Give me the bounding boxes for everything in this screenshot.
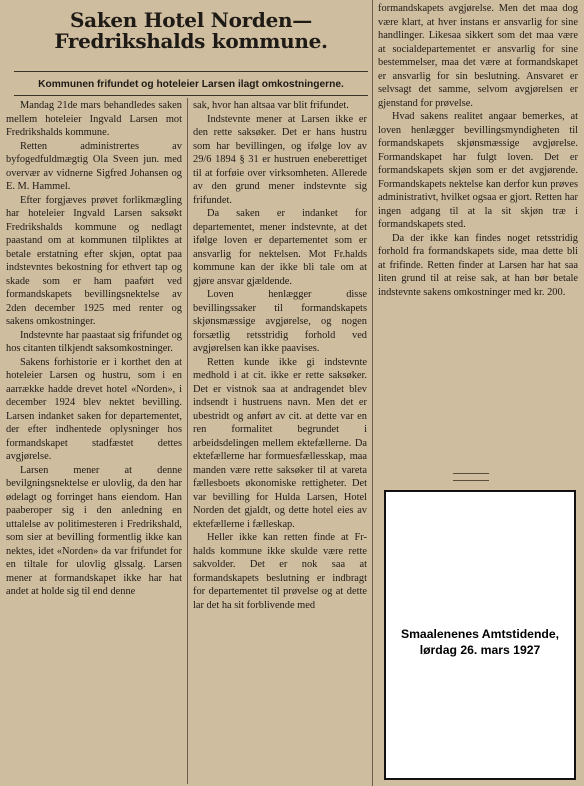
article-paragraph: Indstevnte mener at Larsen ikke er den rette saksøker. Det er hans hustru som har bevillingen, og ifølge lov av 29/6 1894 § 31 er hustruen eneberettiget til at forføie over virksomheten. Allerede av den grund mener indstevnte sig frifundet. — [193, 113, 367, 206]
column-divider — [372, 0, 373, 786]
article-paragraph: Retten kunde ikke gi indstevnte medhold i at cit. ikke er rette saksøker. Det er vistnok saa at andragendet blev indsendt i hustruens navn. Men det er ubestridt og anført av cit. at dette var en ren formalitet begrundet i arbeidsdelingen mellem ektefællerne. Da ektefællerne har formuesfællesskap, maa manden være rette saksøker til at vareta fællesboets økonomiske rettigheter. Det var bevilling for Hulda Larsen, Hotel Norden det gjaldt, og dette hotel eies av ektefællerne i fælleskap. — [193, 356, 367, 530]
article-paragraph: Hvad sakens realitet angaar bemerkes, at loven henlægger bevillingsmyndigheten til formandskapets skjønsmæssige avgjørelse. Formandskapet har fulgt loven. Det er formandskapets skjøn som er det avgjørende. Formandskapets nektelse kan derfor kun prøves administrativt, hvilket ogsaa er gjort. Retten har ingen adgang til at la sit skjøn træ i formandskapets sted. — [378, 111, 578, 230]
source-caption-box — [384, 490, 576, 780]
article-paragraph: Heller ikke kan retten finde at Fr-halds kommune ikke skulde være rette sakvolder. Det er nok saa at formandskapets beslutning er indbragt for departementet til prøvelse og at dette lar det ha sit forblivende med — [193, 532, 367, 611]
caption-date: lørdag 26. mars 1927 — [419, 643, 541, 657]
article-paragraph: sak, hvor han altsaa var blit frifundet. — [193, 100, 349, 111]
article-column-2 — [193, 99, 367, 612]
article-headline: Saken Hotel Norden—Fredrikshalds kommune. — [54, 8, 328, 53]
article-subheadline: Kommunen frifundet og hoteleier Larsen ilagt omkostningerne. — [38, 79, 344, 90]
article-paragraph: Da der ikke kan findes noget retsstridig forhold fra formandskapets side, maa dette bli at frifinde. Retten finder at Larsen har hat saa liten grund til at reise sak, at han bør betale indstevnte sakens omkostninger med kr. 200. — [378, 232, 578, 298]
article-paragraph: Larsen mener at denne bevilgningsnektelse er ulovlig, da den har ødelagt og forringet hans eiendom. Han paaberoper sig i den anledning en uttalelse av politimesteren i Fredrikshald, som sier at bevilling formentlig ikke kan nektes, idet «Norden» da var frifundet for en tiltale for ulovlig glssalg. Larsen mener at formandskapet ikke har hat andet at holde sig til end denne — [6, 464, 182, 597]
article-paragraph: formandskapets avgjørelse. Men det maa dog være klart, at hver instans er ansvarlig for sine handlinger. Likesaa sikkert som det maa være at socialdepartementet er ansvarlig for sine bestemmelser, maa det være at formandskapet er ansvarlig for sin beslutning. Ansvaret er selvsagt det samme, selvom avgjørelsen er gjenstand for prøvelse. — [378, 3, 578, 109]
end-of-article-mark — [453, 473, 489, 481]
article-paragraph: Da saken er indanket for departementet, mener indstevnte, at det ifølge loven er departementet som er ansvarlig for nektelsen. Mot Fr.halds kommune kan der ikke bli tale om at gjøre ansvar gjældende. — [193, 208, 367, 287]
article-column-3 — [378, 2, 578, 299]
article-paragraph: Loven henlægger disse bevillingssaker til formandskapets skjønsmæssige avgjørelse, og nogen forsætlig retsstridig forhold ved avgjørelsen kan ikke paavises. — [193, 289, 367, 354]
article-paragraph: Efter forgjæves prøvet forlikmægling har hoteleier Ingvald Larsen saksøkt Fredrikshalds kommune og nedlagt paastand om at kommunen tilpliktes at betale erstatning efter skjøn, optat paa indstevntes bekostning for ethvert tap og skade som er ham paaført ved formandskapets bevillingsnektelse av 2den december 1925 med renter og sakens omkostninger. — [6, 194, 182, 327]
article-column-1 — [6, 99, 182, 599]
article-paragraph: Sakens forhistorie er i korthet den at hoteleier Larsen og hustru, som i en aarrække hadde drevet hotel «Norden», i december 1924 blev nektet bevilling. Larsen indanket saken for departementet, der efter indhentede oplysninger hos formandskapet stadfæstet dettes avgjørelse. — [6, 356, 182, 462]
column-divider — [187, 98, 188, 784]
headline-rule — [14, 71, 368, 72]
article-paragraph: Mandag 21de mars behandledes saken mellem hoteleier Ingvald Larsen mot Fredrikshalds kommune. — [6, 100, 182, 138]
subheadline-rule — [14, 95, 368, 96]
source-caption — [386, 626, 574, 658]
article-paragraph: Indstevnte har paastaat sig frifundet og hos citanten tilkjendt saksomkostninger. — [6, 329, 182, 354]
article-paragraph: Retten administrertes av byfogedfuldmægtig Ola Sveen jun. med overvær av vidnerne Sigfred Johansen og E. M. Hammel. — [6, 140, 182, 192]
caption-newspaper-name: Smaalenenes Amtstidende, — [400, 627, 560, 641]
